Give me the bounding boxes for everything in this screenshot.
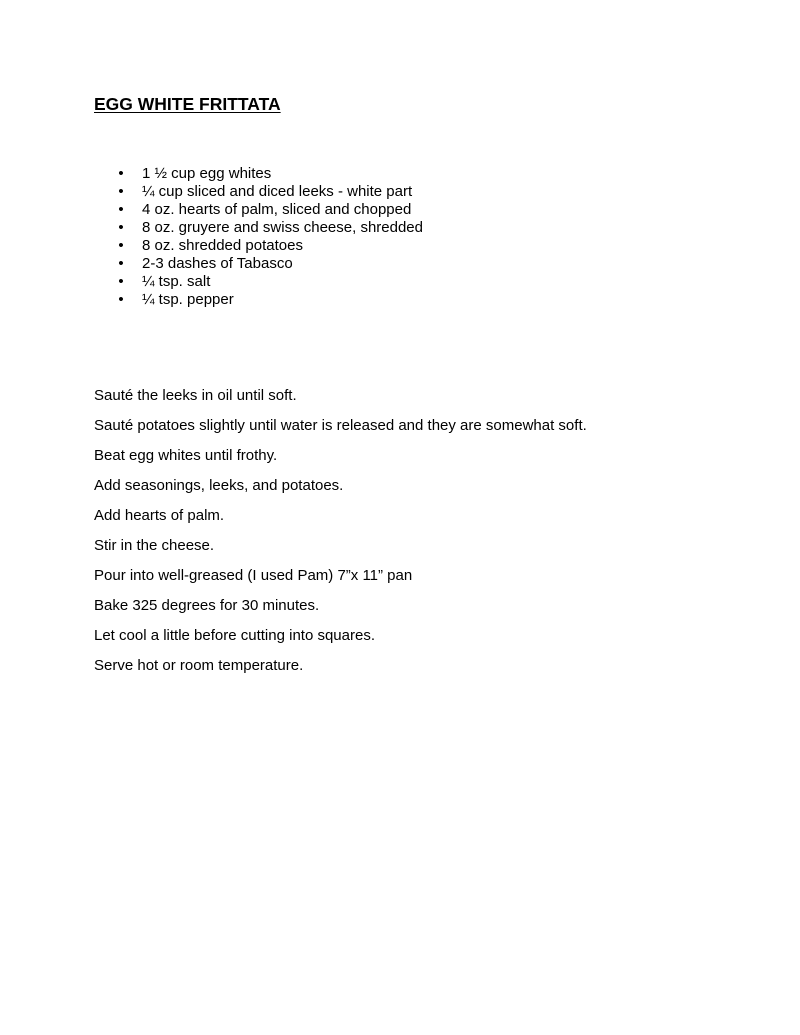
bullet-icon: •: [118, 183, 124, 200]
instruction-step: Pour into well-greased (I used Pam) 7”x 11” pan: [94, 567, 413, 584]
ingredient-text: ¼ tsp. salt: [142, 273, 211, 290]
bullet-icon: •: [118, 219, 124, 236]
ingredient-item: [116, 165, 423, 183]
ingredient-text: 4 oz. hearts of palm, sliced and chopped: [142, 201, 412, 218]
instruction-step: Sauté potatoes slightly until water is released and they are somewhat soft.: [94, 417, 587, 434]
ingredient-item: [116, 291, 423, 309]
ingredient-text: ¼ tsp. pepper: [142, 291, 234, 308]
ingredient-item: [116, 273, 423, 291]
instruction-step: Beat egg whites until frothy.: [94, 447, 278, 464]
bullet-icon: •: [118, 291, 124, 308]
ingredient-item: [116, 219, 423, 237]
bullet-icon: •: [118, 165, 124, 182]
instruction-list: [94, 387, 587, 687]
ingredient-item: [116, 255, 423, 273]
ingredient-item: [116, 237, 423, 255]
instruction-step: Add seasonings, leeks, and potatoes.: [94, 477, 344, 494]
instruction-step: Bake 325 degrees for 30 minutes.: [94, 597, 320, 614]
bullet-icon: •: [118, 237, 124, 254]
instruction-step: Serve hot or room temperature.: [94, 657, 304, 674]
bullet-icon: •: [118, 201, 124, 218]
ingredient-text: 8 oz. shredded potatoes: [142, 237, 303, 254]
instruction-step: Let cool a little before cutting into squares.: [94, 627, 376, 644]
ingredient-text: 8 oz. gruyere and swiss cheese, shredded: [142, 219, 423, 236]
ingredient-item: [116, 201, 423, 219]
instruction-step: Add hearts of palm.: [94, 507, 225, 524]
bullet-icon: •: [118, 273, 124, 290]
ingredient-text: 1 ½ cup egg whites: [142, 165, 272, 182]
ingredient-text: 2-3 dashes of Tabasco: [142, 255, 293, 272]
ingredient-list: [116, 165, 423, 309]
recipe-title: EGG WHITE FRITTATA: [94, 94, 281, 114]
bullet-icon: •: [118, 255, 124, 272]
ingredient-item: [116, 183, 423, 201]
instruction-step: Sauté the leeks in oil until soft.: [94, 387, 297, 404]
instruction-step: Stir in the cheese.: [94, 537, 215, 554]
ingredient-text: ¼ cup sliced and diced leeks - white part: [142, 183, 413, 200]
